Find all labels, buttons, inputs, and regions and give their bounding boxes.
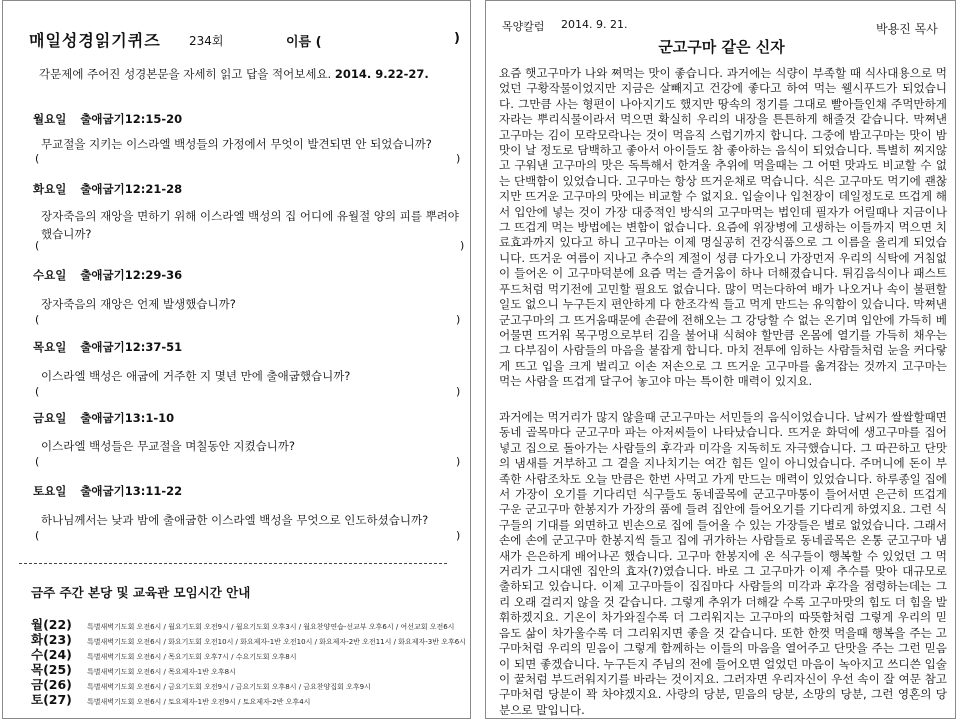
day-heading-fri: [33, 410, 174, 426]
schedule-detail: 특별새벽기도회 오전6시 / 금요기도회 오전9시 / 금요기도회 오후8시 / 금요찬양집회 오후9시: [87, 683, 371, 691]
answer-close-paren: ): [456, 385, 461, 398]
answer-open-paren: (: [35, 529, 40, 542]
answer-blank-sat: [35, 529, 461, 542]
schedule-day: 화(23): [31, 632, 72, 647]
answer-open-paren: (: [35, 239, 40, 252]
day-name: 수요일: [33, 268, 67, 282]
day-name: 금요일: [33, 411, 67, 425]
answer-blank-mon: [35, 152, 461, 165]
schedule-detail: 특별새벽기도회 오전6시 / 목요기도회 오후7시 / 수요기도회 오후8시: [87, 653, 297, 661]
quiz-title: 매일성경읽기퀴즈: [29, 31, 161, 50]
instructions-dates: 2014. 9.22-27.: [334, 67, 429, 81]
answer-close-paren: ): [456, 313, 461, 326]
day-name: 화요일: [33, 182, 67, 196]
name-label: 이름 (: [286, 35, 322, 50]
answer-close-paren: ): [456, 455, 461, 468]
quiz-round: 234회: [189, 34, 224, 48]
day-name: 목요일: [33, 340, 67, 354]
question-mon: 무교절을 지키는 이스라엘 백성들의 가정에서 무엇이 발견되면 안 되었습니까?: [41, 137, 432, 151]
scripture-ref: 출애굽기12:29-36: [80, 268, 183, 282]
answer-blank-fri: [35, 455, 461, 468]
quiz-page: [2, 0, 471, 719]
answer-close-paren: ): [456, 152, 461, 165]
question-wed: 장자죽음의 재앙은 언제 발생했습니까?: [41, 297, 236, 311]
answer-close-paren: ): [456, 529, 461, 542]
day-heading-tue: [33, 181, 182, 197]
question-thu: 이스라엘 백성은 애굽에 거주한 지 몇년 만에 출애굽했습니까?: [41, 369, 351, 383]
schedule-title: 금주 주간 본당 및 교육관 모임시간 안내: [31, 585, 251, 600]
day-name: 토요일: [33, 484, 67, 498]
schedule-detail: 특별새벽기도회 오전6시 / 화요기도회 오전10시 / 화요제자-1반 오전10시 / 화요제자-2반 오전11시 / 화요제자-3반 오후6시: [87, 638, 466, 646]
column-label: 목양칼럼: [502, 20, 545, 33]
scripture-ref: 출애굽기12:21-28: [80, 182, 183, 196]
section-divider: [19, 563, 447, 564]
question-fri: 이스라엘 백성들은 무교절을 며칠동안 지켰습니까?: [41, 439, 296, 453]
column-author: 박용진 목사: [876, 22, 938, 36]
answer-blank-wed: [35, 313, 461, 326]
question-sat: 하나님께서는 낮과 밤에 출애굽한 이스라엘 백성을 무엇으로 인도하셨습니까?: [41, 513, 429, 527]
schedule-row: [31, 689, 310, 708]
schedule-detail: 특별새벽기도회 오전6시 / 토요제자-1반 오전9시 / 토요제자-2반 오후4시: [87, 698, 311, 706]
scripture-ref: 출애굽기12:15-20: [80, 112, 183, 126]
schedule-day: 수(24): [31, 647, 72, 662]
scripture-ref: 출애굽기12:37-51: [80, 340, 183, 354]
scripture-ref: 출애굽기13:11-22: [80, 484, 183, 498]
day-name: 월요일: [33, 112, 67, 126]
answer-open-paren: (: [35, 152, 40, 165]
name-close-paren: ): [454, 31, 460, 46]
schedule-detail: 특별새벽기도회 오전6시 / 목요제자-1반 오후8시: [87, 668, 236, 676]
column-date: 2014. 9. 21.: [561, 18, 628, 31]
answer-blank-tue: [35, 239, 465, 252]
answer-open-paren: (: [35, 455, 40, 468]
answer-close-paren: ): [460, 239, 465, 252]
column-page: [485, 0, 956, 719]
essay-paragraph: 과거에는 먹거리가 많지 않을때 군고구마는 서민들의 음식이었습니다. 날씨가 쌀쌀할때면 동네 골목마다 군고구마 파는 아저씨들이 나타났습니다. 뜨거운 화덕에 생고구마를 집어넣고 집으로 돌아가는 사람들의 후각과 미각을 지독히도 자극했습니다. 그 따끈하고 단맛의 냄새를 거부하고 그 곁을 지나치기는 여간 힘든 일이 아니었습니다. 주머니에 돈이 부족한 사람조차도 오늘 만큼은 한번 사먹고 가게 만드는 매력이 있었습니다. 하루종일 집에서 가장이 오기를 기다리던 식구들도 동네골목에 군고구마통이 들어서면 은근히 뜨겁게 구운 군고구마 한봉지가 가장의 품에 들려 집안에 들어오기를 기다리게 하였지요. 그런 식구들의 기대를 외면하고 빈손으로 집에 들어올 수 있는 가장들은 별로 없었습니다. 그래서 손에 손에 군고구마 한봉지씩 들고 집에 귀가하는 사람들로 동네골목은 온통 군고구마 냄새가 은은하게 배어나곤 했습니다. 고구마 한봉지에 온 식구들이 행복할 수 있었던 그 먹거리가 그시대엔 집안의 효자(?)였습니다. 바로 그 고구마가 이제 추수를 맞아 대규모로 출하되고 있습니다. 이제 고구마들이 집집마다 사람들의 미각과 후각을 점령하는데는 그리 오래 걸리지 않을 것 같습니다. 그렇게 추위가 더해갈 수록 고구마맛의 힘도 더 힘을 발휘하겠지요. 기온이 차가와질수록 더 그리워지는 고구마의 따뜻함처럼 그렇게 우리의 믿음도 삶이 차가울수록 더 그리워지면 좋을 것 같습니다. 또한 한껏 먹을때 행복을 주는 고구마처럼 우리의 믿음이 그렇게 함께하는 이들의 마음을 열어주고 단맛을 주는 그런 믿음이 되면 좋겠습니다. 누구든지 주님의 전에 들어오면 얼었던 마음이 녹아지고 쓰디쓴 입술이 꿀처럼 부드러워지기를 바라는 것이지요. 그러자면 우리자신이 우선 속이 잘 여문 참고구마처럼 당분이 꽉 차야겠지요. 사랑의 당분, 믿음의 당분, 소망의 당분, 그런 영혼의 당분으로 말입니다.: [499, 410, 947, 717]
answer-blank-thu: [35, 385, 461, 398]
schedule-day: 토(27): [31, 692, 72, 707]
day-heading-sat: [33, 483, 182, 499]
schedule-day: 목(25): [31, 662, 72, 677]
answer-open-paren: (: [35, 385, 40, 398]
schedule-day: 월(22): [31, 617, 72, 632]
question-tue: 장자죽음의 재앙을 면하기 위해 이스라엘 백성의 집 어디에 유월절 양의 피를 뿌려야했습니까?: [41, 209, 459, 241]
scripture-ref: 출애굽기13:1-10: [80, 411, 175, 425]
essay-paragraph: 요즘 햇고구마가 나와 쪄먹는 맛이 좋습니다. 과거에는 식량이 부족할 때 식사대용으로 먹었던 구황작물이었지만 지금은 살빼지고 건강에 좋다고 하여 먹는 웰시푸드가 되었습니다. 그만큼 사는 형편이 나아지기도 했지만 땅속의 정기를 그대로 빨아들인채 주먹만하게 자라는 뿌리식물이라서 먹으면 확실히 우리의 내장을 튼튼하게 해줄것 같습니다. 막쪄낸 고구마는 김이 모락모락나는 것이 먹음직 스럽기까지 합니다. 그중에 밤고구마는 맛이 밤맛이 날 정도로 담백하고 좋아서 아이들도 참 좋아하는 음식이 되었습니다. 특별히 찌지않고 구워낸 고구마의 맛은 독특해서 한겨울 추위에 먹을때는 그 어떤 맛과도 비교할 수 없는 단백함이 있었습니다. 고구마는 항상 뜨거운채로 먹습니다. 식은 고구마도 먹기에 괜찮지만 뜨거운 고구마의 맛에는 비교할 수 없지요. 입술이나 입천장이 데일정도로 뜨겁게 해서 입안에 넣는 것이 가장 대중적인 방식의 고구마먹는 법인데 필자가 어릴때나 지금이나 그 뜨겁게 먹는 방법에는 변함이 없습니다. 요즘에 위장병에 고생하는 이들까지 먹으면 치료효과까지 있다고 하니 고구마는 이제 명실공히 건강식품으로 그 이름을 올리게 되었습니다. 뜨거운 여름이 지나고 추수의 계절이 성큼 다가오니 가장먼저 우리의 식탁에 거침없이 들어온 이 고구마덕분에 요즘 먹는 즐거움이 하나 더해졌습니다. 튀김음식이나 패스트푸드처럼 먹기전에 고민할 필요도 없습니다. 많이 먹는다하여 배가 나오거나 속이 불편할 일도 없으니 누구든지 편안하게 다 한조각씩 들고 먹게 만드는 유익함이 있습니다. 막쪄낸 군고구마의 그 뜨거움때문에 손끝에 전해오는 그 강당할 수 없는 온기며 입안에 가득히 베어물면 뜨거워 목구멍으로부터 김을 불어내 식혀야 할만큼 온몸에 열기를 가득히 채우는 그 다부짐이 사람들의 마음을 붙잡게 합니다. 마치 전투에 임하는 사람들처럼 눈을 커다랗게 뜨고 입을 크게 벌리고 이손 저손으로 그 뜨거운 고구마를 옮겨잡는 것까지 고구마는 먹는 사람을 뜨겁게 달구어 놓고야 마는 특이한 매력이 있지요.: [499, 66, 947, 389]
day-heading-wed: [33, 267, 182, 283]
day-heading-thu: [33, 339, 182, 355]
answer-open-paren: (: [35, 313, 40, 326]
schedule-day: 금(26): [31, 677, 72, 692]
instructions-text: 각문제에 주어진 성경본문을 자세히 읽고 답을 적어보세요.: [39, 67, 332, 81]
quiz-instructions: [39, 66, 429, 82]
column-title: 군고구마 같은 신자: [658, 38, 785, 56]
schedule-detail: 특별새벽기도회 오전6시 / 월요기도회 오전9시 / 월요기도회 오후3시 / 월요찬양연습-선교부 오후6시 / 여선교회 오전6시: [87, 623, 455, 631]
day-heading-mon: [33, 111, 182, 127]
